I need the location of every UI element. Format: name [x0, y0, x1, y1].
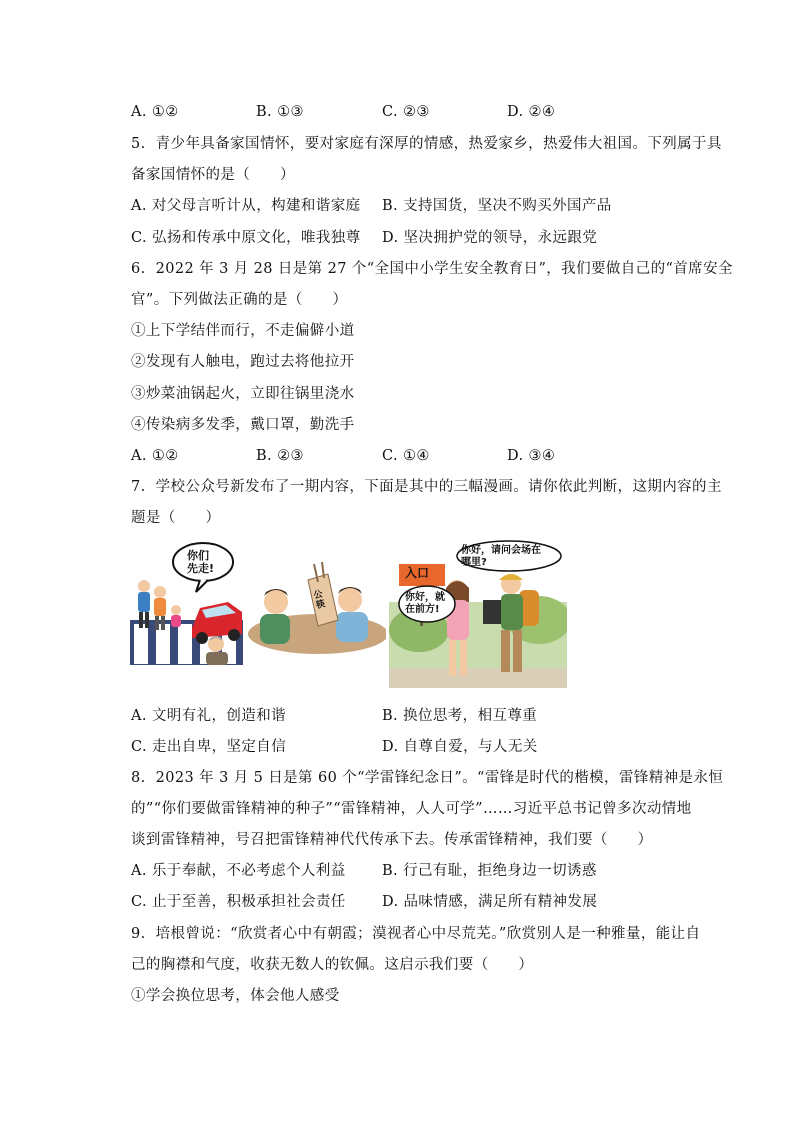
q5-option-d: D. 坚决拥护党的领导，永远跟党 — [382, 230, 598, 246]
q5-option-b: B. 支持国货，坚决不购买外国产品 — [382, 198, 612, 214]
q7-option-b: B. 换位思考，相互尊重 — [382, 708, 538, 724]
q7-option-d: D. 自尊自爱，与人无关 — [382, 739, 538, 755]
q6-option-a: A. ①② — [131, 448, 179, 464]
q6-stem-line2: 官”。下列做法正确的是（ ） — [131, 292, 348, 308]
comic3-left-bubble-line2: 在前方! — [405, 604, 440, 615]
comic2-bag-label: 公筷 — [312, 589, 327, 612]
comic1-bubble-line2: 先走! — [187, 562, 215, 575]
q7-option-c: C. 走出自卑，坚定自信 — [131, 739, 287, 755]
q9-stem-line1: 9. 培根曾说：“欣赏者心中有朝霞；漠视者心中尽荒芜。”欣赏别人是一种雅量，能让自 — [131, 926, 701, 942]
q8-stem-line3: 谈到雷锋精神，号召把雷锋精神代代传承下去。传承雷锋精神，我们要（ ） — [131, 832, 653, 848]
q6-item-2: ②发现有人触电，跑过去将他拉开 — [131, 354, 355, 370]
comic3-right-bubble-line2: 哪里? — [461, 557, 487, 568]
q5-option-c: C. 弘扬和传承中原文化，唯我独尊 — [131, 230, 361, 246]
comic3-left-bubble-line1: 你好，就 — [405, 592, 445, 603]
q9-stem-line2: 己的胸襟和气度，收获无数人的钦佩。这启示我们要（ ） — [131, 957, 534, 973]
comic3-right-bubble-line1: 你好，请问会场在 — [461, 545, 541, 556]
comic-shared-chopsticks — [246, 562, 386, 665]
q6-item-1: ①上下学结伴而行，不走偏僻小道 — [131, 323, 355, 339]
q6-option-d: D. ③④ — [507, 448, 556, 464]
comic-asking-directions — [389, 540, 567, 688]
q7-stem-line2: 题是（ ） — [131, 510, 221, 526]
q4-option-b: B. ①③ — [256, 104, 304, 120]
q6-option-c: C. ①④ — [382, 448, 430, 464]
q8-stem-line1: 8. 2023 年 3 月 5 日是第 60 个“学雷锋纪念日”。“雷锋是时代的楷模，雷锋精神是永恒 — [131, 770, 724, 786]
q8-option-c: C. 止于至善，积极承担社会责任 — [131, 894, 346, 910]
q8-stem-line2: 的”“你们要做雷锋精神的种子”“雷锋精神，人人可学”……习近平总书记曾多次动情地 — [131, 801, 692, 817]
comic-crosswalk — [130, 540, 243, 665]
q8-option-b: B. 行己有耻，拒绝身边一切诱惑 — [382, 863, 597, 879]
q6-option-b: B. ②③ — [256, 448, 304, 464]
q7-stem-line1: 7. 学校公众号新发布了一期内容，下面是其中的三幅漫画。请你依此判断，这期内容的主 — [131, 479, 722, 495]
q4-option-c: C. ②③ — [382, 104, 430, 120]
comic1-bubble-line1: 你们 — [187, 549, 209, 562]
q4-option-a: A. ①② — [131, 104, 179, 120]
dining-illustration — [246, 562, 386, 665]
q8-option-d: D. 品味情感，满足所有精神发展 — [382, 894, 598, 910]
q5-option-a: A. 对父母言听计从，构建和谐家庭 — [131, 198, 361, 214]
comic3-sign-text: 入口 — [405, 566, 430, 580]
q6-item-3: ③炒菜油锅起火，立即往锅里浇水 — [131, 386, 355, 402]
q9-item-1: ①学会换位思考，体会他人感受 — [131, 988, 340, 1004]
q4-option-d: D. ②④ — [507, 104, 556, 120]
q5-stem-line2: 备家国情怀的是（ ） — [131, 167, 295, 183]
q7-option-a: A. 文明有礼，创造和谐 — [131, 708, 286, 724]
q6-item-4: ④传染病多发季，戴口罩，勤洗手 — [131, 417, 355, 433]
q8-option-a: A. 乐于奉献，不必考虑个人利益 — [131, 863, 346, 879]
q5-stem-line1: 5. 青少年具备家国情怀，要对家庭有深厚的情感，热爱家乡，热爱伟大祖国。下列属于具 — [131, 136, 722, 152]
q6-stem-line1: 6. 2022 年 3 月 28 日是第 27 个“全国中小学生安全教育日”，我们要做自己的“首席安全 — [131, 261, 733, 277]
